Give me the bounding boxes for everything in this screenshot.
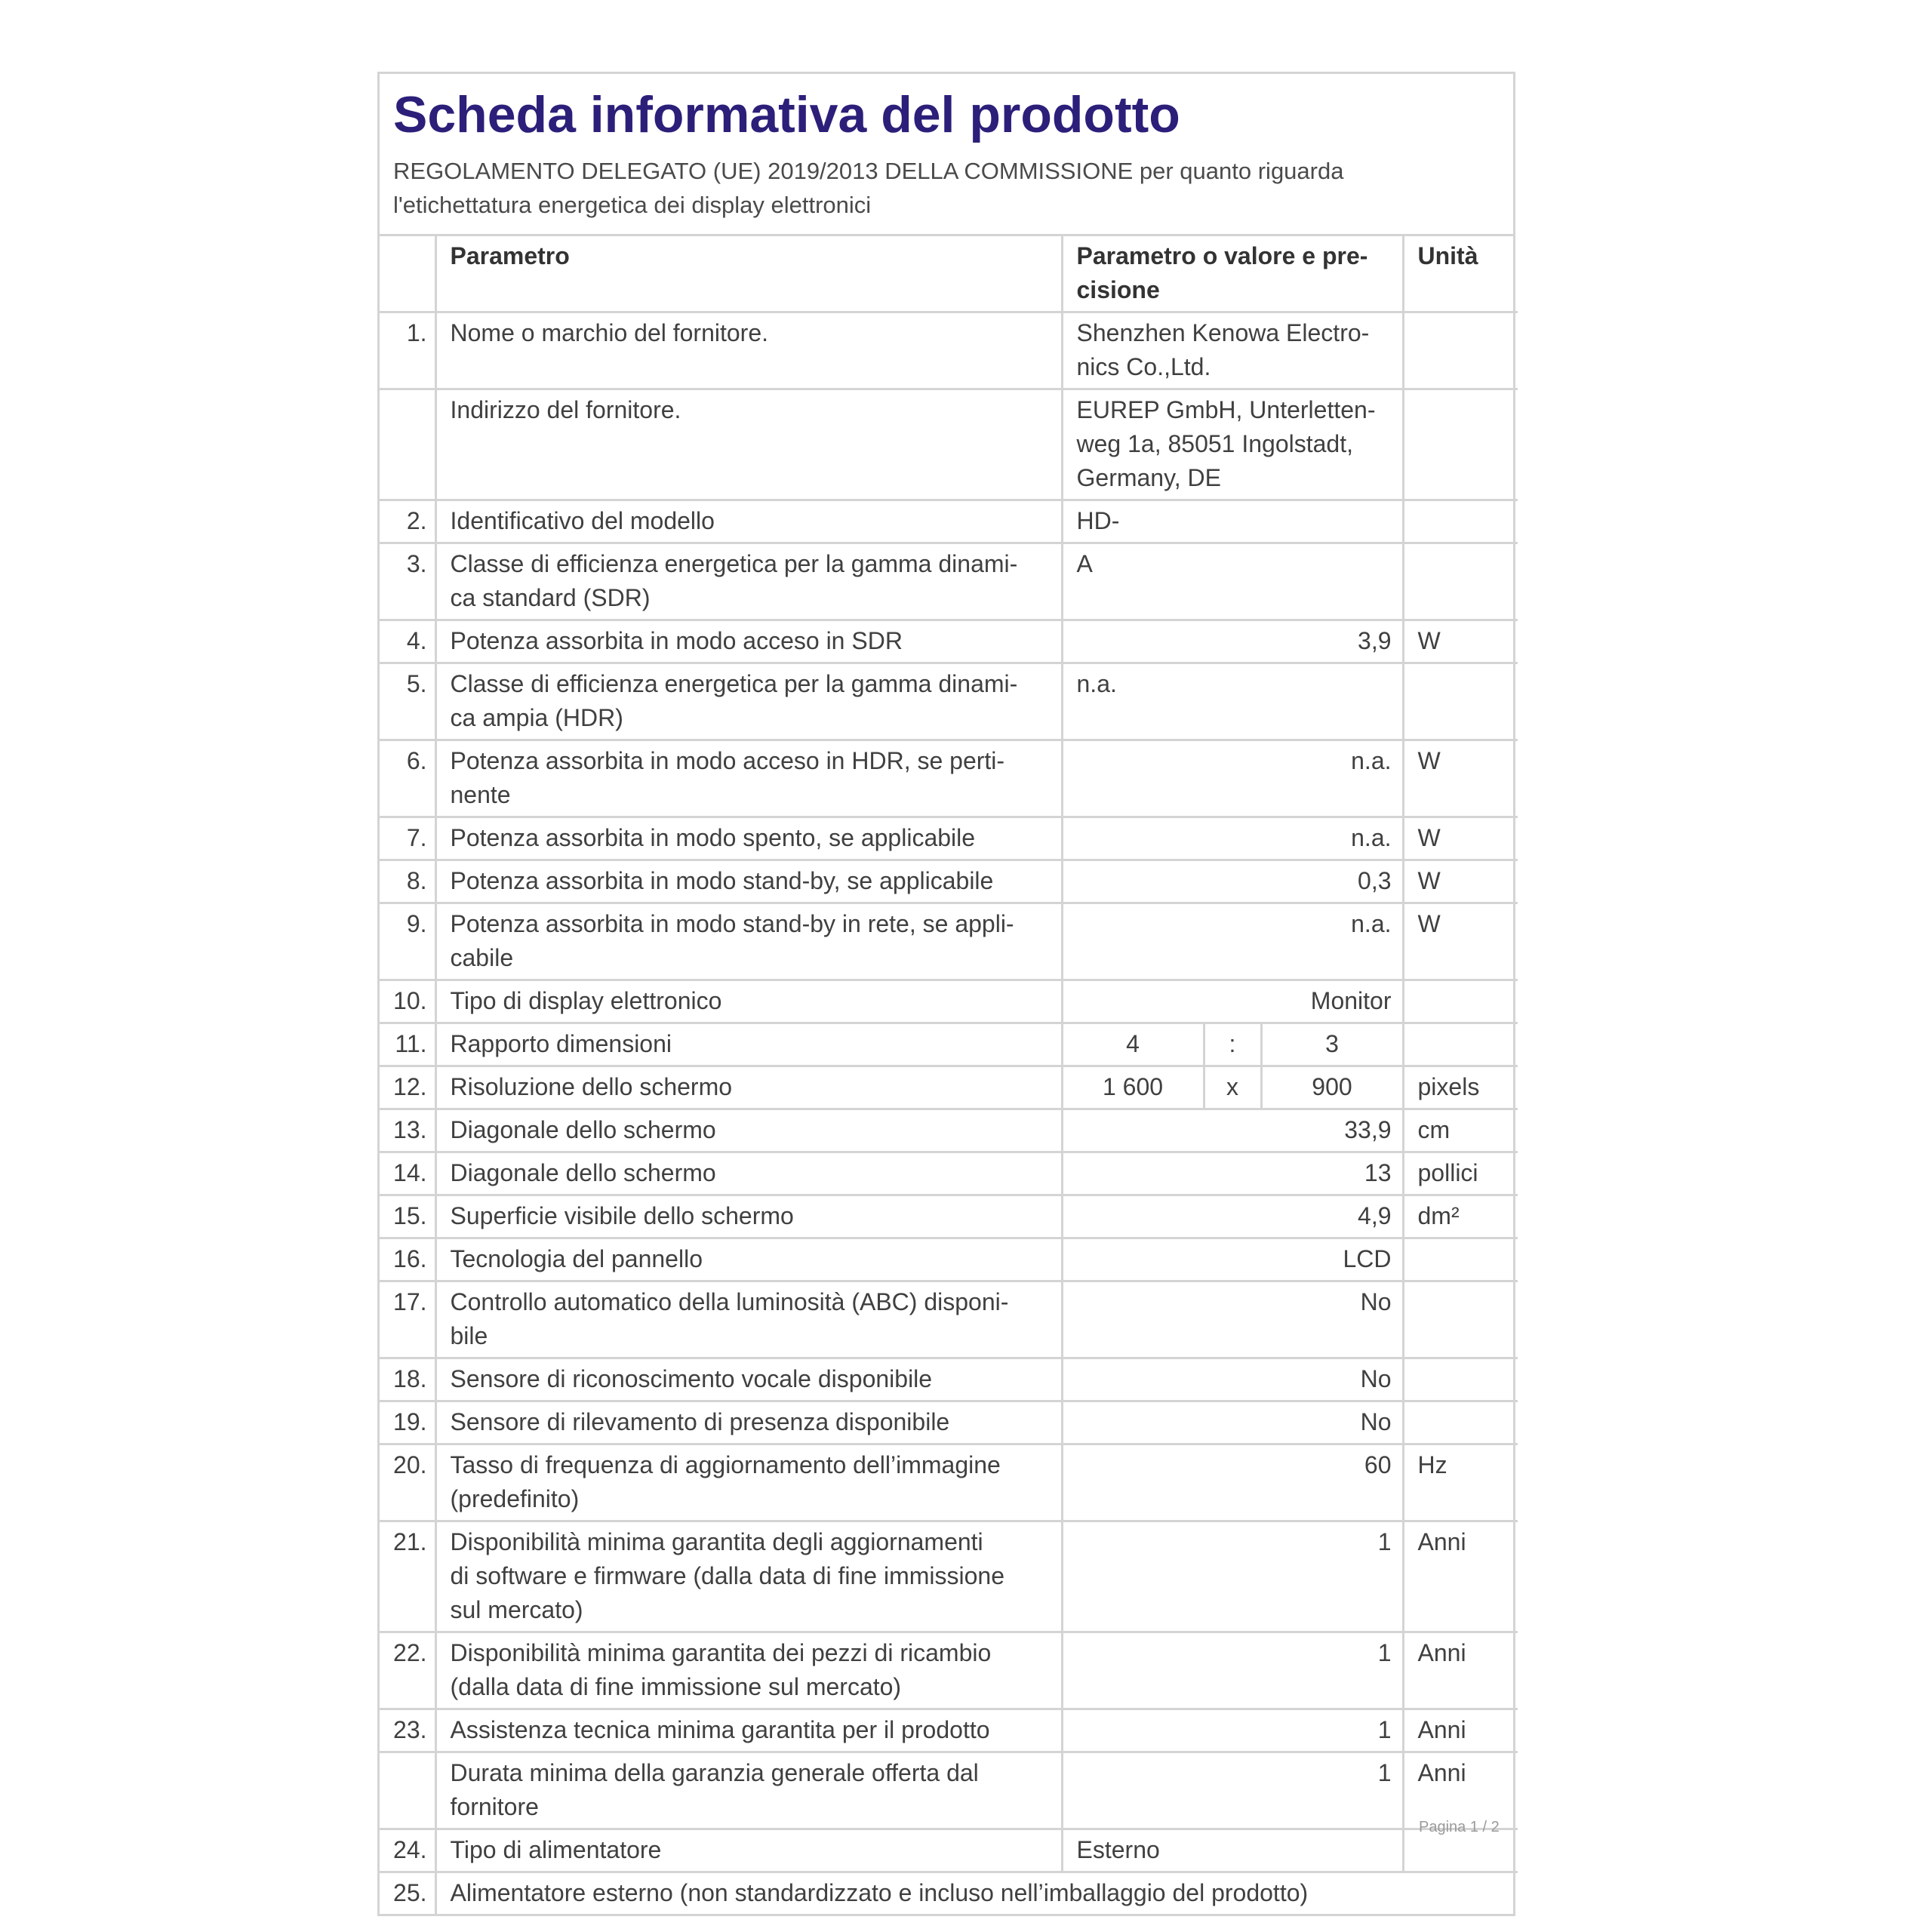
parameter-text-line: Tipo di display elettronico — [450, 987, 722, 1014]
parameter-cell — [435, 312, 1062, 389]
unit-cell: Anni — [1403, 1521, 1518, 1632]
parameter-text-line: Sensore di riconoscimento vocale disponibile — [450, 1365, 933, 1392]
unit-cell: Hz — [1403, 1444, 1518, 1521]
value-text-line: Shenzhen Kenowa Electro- — [1076, 319, 1370, 346]
row-number: 22. — [380, 1632, 435, 1709]
value-text-line: 1 — [1377, 1716, 1392, 1743]
row-number: 24. — [380, 1829, 435, 1872]
table-row — [380, 1238, 1518, 1281]
value-cell — [1062, 1829, 1403, 1872]
parameter-cell — [435, 980, 1062, 1023]
row-number: 18. — [380, 1358, 435, 1401]
value-cell — [1062, 1521, 1403, 1632]
parameter-cell — [435, 1281, 1062, 1358]
value-text-line: n.a. — [1076, 670, 1117, 697]
value-cell — [1062, 543, 1403, 620]
parameter-text-line: Potenza assorbita in modo acceso in SDR — [450, 627, 903, 654]
sheet-header — [380, 74, 1513, 236]
row-number: 9. — [380, 903, 435, 980]
row-number: 14. — [380, 1152, 435, 1195]
parameter-cell — [435, 1709, 1062, 1752]
unit-cell — [1403, 1238, 1518, 1281]
parameter-text-line: Potenza assorbita in modo stand-by in rete, se appli- — [450, 910, 1014, 937]
row-number: 13. — [380, 1109, 435, 1152]
value-cell — [1062, 903, 1403, 980]
parameter-text-line: Classe di efficienza energetica per la gamma dinami- — [450, 550, 1018, 577]
value-text-line: Germany, DE — [1076, 464, 1221, 491]
value-text-line: Monitor — [1310, 987, 1392, 1014]
parameter-cell — [435, 1358, 1062, 1401]
parameter-cell — [435, 1444, 1062, 1521]
value-text-line: 33,9 — [1344, 1116, 1392, 1143]
row-number: 6. — [380, 740, 435, 817]
split-separator: : — [1204, 1023, 1261, 1066]
table-row — [380, 500, 1518, 543]
parameter-cell — [435, 903, 1062, 980]
table-row — [380, 817, 1518, 860]
unit-cell — [1403, 1401, 1518, 1444]
row-number: 5. — [380, 663, 435, 740]
table-row — [380, 1829, 1518, 1872]
parameter-cell — [435, 817, 1062, 860]
table-header-row — [380, 236, 1518, 312]
unit-cell: Anni — [1403, 1752, 1518, 1829]
table-row — [380, 1632, 1518, 1709]
parameter-cell — [435, 1195, 1062, 1238]
value-cell — [1062, 1238, 1403, 1281]
split-value-left: 1 600 — [1062, 1066, 1204, 1109]
unit-cell: W — [1403, 903, 1518, 980]
row-number: 12. — [380, 1066, 435, 1109]
parameter-cell — [435, 1401, 1062, 1444]
unit-cell: pollici — [1403, 1152, 1518, 1195]
value-cell — [1062, 1709, 1403, 1752]
table-row — [380, 1152, 1518, 1195]
parameter-text-line: ca ampia (HDR) — [450, 704, 623, 731]
subtitle-line: l'etichettatura energetica dei display elettronici — [393, 192, 872, 218]
value-text-line: 1 — [1377, 1528, 1392, 1555]
value-cell — [1062, 980, 1403, 1023]
parameter-text-line: (dalla data di fine immissione sul mercato) — [450, 1673, 902, 1700]
subtitle-line: REGOLAMENTO DELEGATO (UE) 2019/2013 DELLA COMMISSIONE per quanto riguarda — [393, 158, 1344, 184]
parameter-text-line: Tecnologia del pannello — [450, 1245, 703, 1272]
table-row — [380, 1023, 1518, 1066]
table-row — [380, 1444, 1518, 1521]
table-row — [380, 980, 1518, 1023]
unit-cell — [1403, 980, 1518, 1023]
value-header — [1062, 236, 1403, 312]
unit-cell — [1403, 389, 1518, 500]
table-row — [380, 1281, 1518, 1358]
parameter-text-line: Assistenza tecnica minima garantita per il prodotto — [450, 1716, 990, 1743]
unit-cell: dm² — [1403, 1195, 1518, 1238]
row-number: 17. — [380, 1281, 435, 1358]
parameter-text-line: Durata minima della garanzia generale offerta dal — [450, 1759, 979, 1786]
unit-cell: W — [1403, 620, 1518, 663]
table-row — [380, 1709, 1518, 1752]
unit-cell — [1403, 500, 1518, 543]
parameter-text-line: (predefinito) — [450, 1485, 580, 1512]
parameter-text-line: nente — [450, 781, 511, 808]
parameter-text-line: Tipo di alimentatore — [450, 1836, 662, 1863]
value-text-line: EUREP GmbH, Unterletten- — [1076, 396, 1376, 423]
value-cell — [1062, 389, 1403, 500]
parameter-cell — [435, 1109, 1062, 1152]
row-number: 25. — [380, 1872, 435, 1915]
table-row — [380, 543, 1518, 620]
value-cell — [1062, 1152, 1403, 1195]
value-cell — [1062, 1752, 1403, 1829]
parameter-cell — [435, 543, 1062, 620]
table-row — [380, 1872, 1518, 1915]
table-row — [380, 1066, 1518, 1109]
table-row — [380, 1752, 1518, 1829]
value-cell — [1062, 663, 1403, 740]
parameter-cell — [435, 1066, 1062, 1109]
parameter-cell — [435, 1752, 1062, 1829]
unit-cell — [1403, 1281, 1518, 1358]
parameter-cell — [435, 500, 1062, 543]
parameter-cell — [435, 620, 1062, 663]
value-cell — [1062, 817, 1403, 860]
row-number: 2. — [380, 500, 435, 543]
parameter-text-line: Disponibilità minima garantita degli aggiornamenti — [450, 1528, 983, 1555]
unit-cell — [1403, 1023, 1518, 1066]
parameter-text-line: cabile — [450, 944, 514, 971]
table-row — [380, 740, 1518, 817]
parameter-text-line: Classe di efficienza energetica per la gamma dinami- — [450, 670, 1018, 697]
table-row — [380, 1358, 1518, 1401]
parameter-text-line: ca standard (SDR) — [450, 584, 651, 611]
parameter-text-line: bile — [450, 1322, 488, 1349]
unit-cell: W — [1403, 740, 1518, 817]
number-header-cell — [380, 236, 435, 312]
table-row — [380, 1195, 1518, 1238]
parameter-text-line: Superficie visibile dello schermo — [450, 1202, 794, 1229]
value-cell — [1062, 312, 1403, 389]
unit-cell — [1403, 663, 1518, 740]
page-number: Pagina 1 / 2 — [1419, 1819, 1500, 1835]
row-number: 21. — [380, 1521, 435, 1632]
value-cell — [1062, 1195, 1403, 1238]
row-number — [380, 389, 435, 500]
parameter-text-line: Tasso di frequenza di aggiornamento dell’immagine — [450, 1451, 1001, 1478]
parameter-text-line: Controllo automatico della luminosità (ABC) disponi- — [450, 1288, 1009, 1315]
parameter-cell — [435, 1521, 1062, 1632]
table-row — [380, 1109, 1518, 1152]
value-text-line: 1 — [1377, 1639, 1392, 1666]
parameter-text-line: Potenza assorbita in modo spento, se applicabile — [450, 824, 976, 851]
parameter-text-line: Disponibilità minima garantita dei pezzi di ricambio — [450, 1639, 992, 1666]
unit-cell: W — [1403, 817, 1518, 860]
sheet-title: Scheda informativa del prodotto — [393, 86, 1180, 143]
table-row — [380, 620, 1518, 663]
value-text-line: weg 1a, 85051 Ingolstadt, — [1076, 430, 1353, 457]
value-cell — [1062, 1109, 1403, 1152]
unit-cell: cm — [1403, 1109, 1518, 1152]
value-cell — [1062, 860, 1403, 903]
split-separator: x — [1204, 1066, 1261, 1109]
table-row — [380, 903, 1518, 980]
parameters-table — [380, 236, 1518, 1914]
value-cell — [1062, 620, 1403, 663]
value-text-line: No — [1360, 1365, 1392, 1392]
parameter-cell — [435, 389, 1062, 500]
table-row — [380, 1521, 1518, 1632]
full-width-parameter: Alimentatore esterno (non standardizzato e incluso nell’imballaggio del prodotto) — [435, 1872, 1518, 1915]
parameter-text-line: Potenza assorbita in modo stand-by, se applicabile — [450, 867, 994, 894]
table-row — [380, 389, 1518, 500]
value-header-line: cisione — [1076, 276, 1160, 303]
split-value-left: 4 — [1062, 1023, 1204, 1066]
row-number: 10. — [380, 980, 435, 1023]
row-number: 23. — [380, 1709, 435, 1752]
row-number: 3. — [380, 543, 435, 620]
value-text-line: n.a. — [1351, 910, 1392, 937]
value-text-line: No — [1360, 1288, 1392, 1315]
parameter-cell — [435, 740, 1062, 817]
parameter-text-line: Rapporto dimensioni — [450, 1030, 672, 1057]
unit-cell — [1403, 1358, 1518, 1401]
parameter-cell — [435, 1238, 1062, 1281]
table-row — [380, 860, 1518, 903]
parameter-cell — [435, 663, 1062, 740]
row-number: 4. — [380, 620, 435, 663]
parameter-cell — [435, 1152, 1062, 1195]
value-header-line: Parametro o valore e pre- — [1076, 242, 1368, 269]
unit-cell — [1403, 312, 1518, 389]
value-cell — [1062, 1401, 1403, 1444]
parameter-text-line: Risoluzione dello schermo — [450, 1073, 733, 1100]
parameter-text-line: Diagonale dello schermo — [450, 1159, 716, 1186]
parameter-text-line: Indirizzo del fornitore. — [450, 396, 681, 423]
split-value-right: 3 — [1261, 1023, 1403, 1066]
parameter-text-line: sul mercato) — [450, 1596, 583, 1623]
parameter-header: Parametro — [435, 236, 1062, 312]
row-number: 19. — [380, 1401, 435, 1444]
value-cell — [1062, 740, 1403, 817]
unit-cell — [1403, 543, 1518, 620]
parameter-cell — [435, 1829, 1062, 1872]
regulation-subtitle — [393, 154, 1500, 222]
value-text-line: 3,9 — [1358, 627, 1392, 654]
value-text-line: Esterno — [1076, 1836, 1160, 1863]
value-text-line: LCD — [1343, 1245, 1392, 1272]
row-number: 11. — [380, 1023, 435, 1066]
parameter-text-line: di software e firmware (dalla data di fine immissione — [450, 1562, 1005, 1589]
table-row — [380, 663, 1518, 740]
value-text-line: 4,9 — [1358, 1202, 1392, 1229]
row-number: 16. — [380, 1238, 435, 1281]
row-number — [380, 1752, 435, 1829]
value-text-line: nics Co.,Ltd. — [1076, 353, 1211, 380]
value-cell — [1062, 1358, 1403, 1401]
row-number: 1. — [380, 312, 435, 389]
value-text-line: HD- — [1076, 507, 1120, 534]
row-number: 7. — [380, 817, 435, 860]
value-cell — [1062, 1632, 1403, 1709]
parameter-text-line: Potenza assorbita in modo acceso in HDR, se perti- — [450, 747, 1005, 774]
value-text-line: 1 — [1377, 1759, 1392, 1786]
value-text-line: A — [1076, 550, 1093, 577]
value-cell — [1062, 1444, 1403, 1521]
table-row — [380, 312, 1518, 389]
unit-cell: Anni — [1403, 1709, 1518, 1752]
split-value-right: 900 — [1261, 1066, 1403, 1109]
parameter-cell — [435, 1023, 1062, 1066]
value-cell — [1062, 1281, 1403, 1358]
value-text-line: No — [1360, 1408, 1392, 1435]
parameter-text-line: Diagonale dello schermo — [450, 1116, 716, 1143]
table-row — [380, 1401, 1518, 1444]
product-information-sheet — [377, 72, 1515, 1916]
value-text-line: 60 — [1364, 1451, 1392, 1478]
row-number: 8. — [380, 860, 435, 903]
unit-cell: pixels — [1403, 1066, 1518, 1109]
unit-cell: Anni — [1403, 1632, 1518, 1709]
parameter-cell — [435, 1632, 1062, 1709]
value-text-line: 0,3 — [1358, 867, 1392, 894]
parameter-cell — [435, 860, 1062, 903]
parameter-text-line: Sensore di rilevamento di presenza disponibile — [450, 1408, 950, 1435]
unit-header: Unità — [1403, 236, 1518, 312]
parameter-text-line: Nome o marchio del fornitore. — [450, 319, 769, 346]
parameter-text-line: fornitore — [450, 1793, 539, 1820]
row-number: 15. — [380, 1195, 435, 1238]
parameter-text-line: Identificativo del modello — [450, 507, 715, 534]
row-number: 20. — [380, 1444, 435, 1521]
value-text-line: 13 — [1364, 1159, 1392, 1186]
unit-cell: W — [1403, 860, 1518, 903]
value-cell — [1062, 500, 1403, 543]
value-text-line: n.a. — [1351, 824, 1392, 851]
value-text-line: n.a. — [1351, 747, 1392, 774]
